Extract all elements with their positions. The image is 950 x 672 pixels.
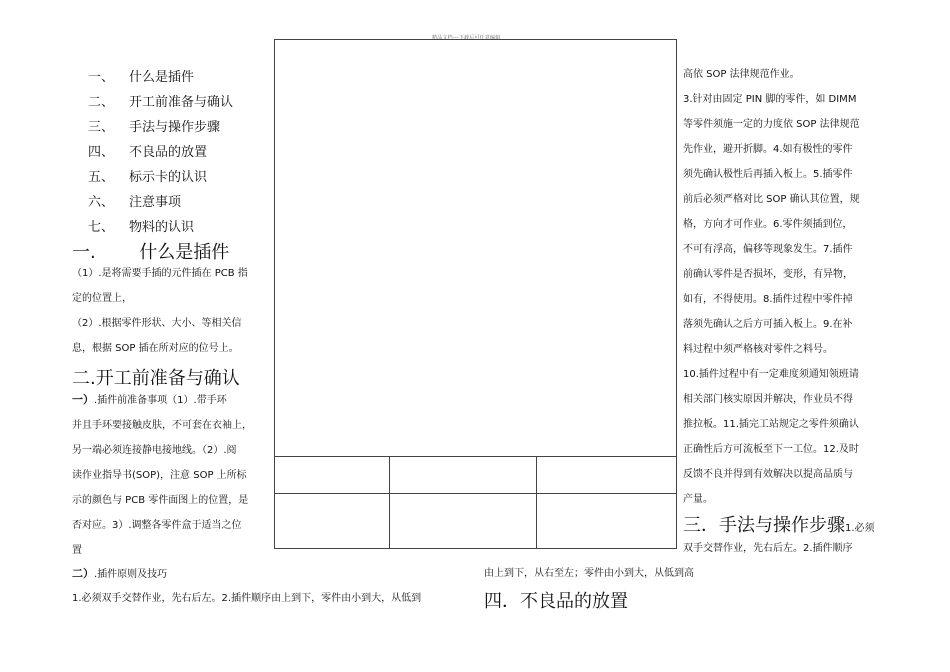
toc-number: 一、 bbox=[88, 70, 115, 85]
figure-frame bbox=[274, 39, 677, 549]
section-number: 一. bbox=[72, 242, 96, 263]
text-line: （2）.根据零件形状、大小、等相关信 bbox=[72, 318, 242, 329]
text-line: 先作业，避开折脚。4.如有极性的零件 bbox=[683, 144, 853, 155]
toc-number: 五、 bbox=[88, 170, 115, 185]
section-3-heading: 三．手法与操作步骤 bbox=[683, 515, 845, 536]
text-line: 置 bbox=[72, 545, 82, 556]
text-line: 高依 SOP 法律规范作业。 bbox=[683, 69, 800, 80]
text-line: 并且手环要接触皮肤，不可套在衣袖上， bbox=[72, 420, 252, 431]
table-rule-top bbox=[274, 456, 677, 457]
section-title: 什么是插件 bbox=[139, 242, 230, 263]
text-line: 须先确认极性后再插入板上。5.插零件 bbox=[683, 169, 853, 180]
text-line: 前确认零件是否损坏，变形，有异物， bbox=[683, 269, 853, 280]
text-line: 3.针对由固定 PIN 脚的零件，如 DIMM bbox=[683, 94, 857, 105]
section-2-heading: 二.开工前准备与确认 bbox=[72, 368, 240, 389]
subsection-title: .插件原则及技巧 bbox=[94, 569, 168, 580]
toc-title: 不良品的放置 bbox=[129, 145, 208, 160]
toc-number: 六、 bbox=[88, 195, 115, 210]
table-column-divider bbox=[389, 456, 390, 549]
toc-title: 开工前准备与确认 bbox=[129, 95, 234, 110]
text-line: （1）.是将需要手插的元件插在 PCB 指 bbox=[72, 268, 248, 279]
toc-title: 物料的认识 bbox=[129, 220, 195, 235]
text-line: 息，根据 SOP 插在所对应的位号上。 bbox=[72, 343, 239, 354]
text-line: 正确性后方可流板至下一工位。12.及时 bbox=[683, 444, 859, 455]
text-line: 另一端必须连接静电接地线。（2）.阅 bbox=[72, 445, 237, 456]
text-line: 读作业指导书(SOP)，注意 SOP 上所标 bbox=[72, 470, 247, 481]
section-4-heading: 四．不良品的放置 bbox=[484, 591, 628, 612]
text-line: 由上到下，从右至左；零件由小到大，从低到高 bbox=[484, 568, 694, 579]
toc-title: 标示卡的认识 bbox=[129, 170, 208, 185]
text-line: 料过程中须严格核对零件之料号。 bbox=[683, 344, 833, 355]
text-line: 相关部门核实原因并解决，作业员不得 bbox=[683, 394, 853, 405]
table-column-divider bbox=[536, 456, 537, 549]
toc-number: 二、 bbox=[88, 95, 115, 110]
toc-title: 什么是插件 bbox=[129, 70, 195, 85]
subsection-marker: 一） bbox=[72, 393, 94, 406]
section-3-heading-line bbox=[683, 511, 875, 537]
text-line: 如有，不得使用。8.插件过程中零件掉 bbox=[683, 294, 853, 305]
text-line bbox=[72, 387, 272, 413]
text-line: 定的位置上， bbox=[72, 293, 132, 304]
text-line: 双手交替作业，先右后左。2.插件顺序 bbox=[683, 543, 853, 554]
text-line: 反馈不良并得到有效解决以提高品质与 bbox=[683, 469, 853, 480]
bottom-text-line: 1.必须双手交替作业，先右后左。2.插件顺序由上到下，零件由小到大，从低到 bbox=[72, 593, 422, 604]
table-rule-middle bbox=[274, 493, 677, 494]
text-line: 格，方向才可作业。6.零件须插到位， bbox=[683, 219, 853, 230]
text-fragment: 1.必须 bbox=[845, 523, 875, 534]
subsection-marker: 二） bbox=[72, 567, 94, 580]
text-line: 推拉板。11.插完工站规定之零件须确认 bbox=[683, 419, 859, 430]
toc-number: 七、 bbox=[88, 220, 115, 235]
text-line: 等零件须施一定的力度依 SOP 法律规范 bbox=[683, 119, 860, 130]
section-1-body bbox=[72, 261, 272, 361]
page-header: 精品文档---下载后可任意编辑 bbox=[432, 35, 501, 41]
text-line: 落须先确认之后方可插入板上。9.在补 bbox=[683, 319, 853, 330]
toc-title: 手法与操作步骤 bbox=[129, 120, 221, 135]
subsection-2-heading bbox=[72, 561, 167, 587]
text-line: 前后必须严格对比 SOP 确认其位置，规 bbox=[683, 194, 860, 205]
text-line: 不可有浮高，偏移等现象发生。7.插件 bbox=[683, 244, 853, 255]
toc-title: 注意事项 bbox=[129, 195, 182, 210]
subsection-title: .插件前准备事项（1）.带手环 bbox=[94, 395, 227, 406]
text-line: 产量。 bbox=[683, 494, 713, 505]
text-line: 10.插件过程中有一定难度须通知领班请 bbox=[683, 369, 859, 380]
text-line: 否对应。3）.调整各零件盒于适当之位 bbox=[72, 520, 242, 531]
right-column-body bbox=[683, 62, 883, 512]
text-line: 示的颜色与 PCB 零件面图上的位置，是 bbox=[72, 495, 249, 506]
toc-number: 四、 bbox=[88, 145, 115, 160]
section-2-body bbox=[72, 387, 272, 563]
toc-number: 三、 bbox=[88, 120, 115, 135]
